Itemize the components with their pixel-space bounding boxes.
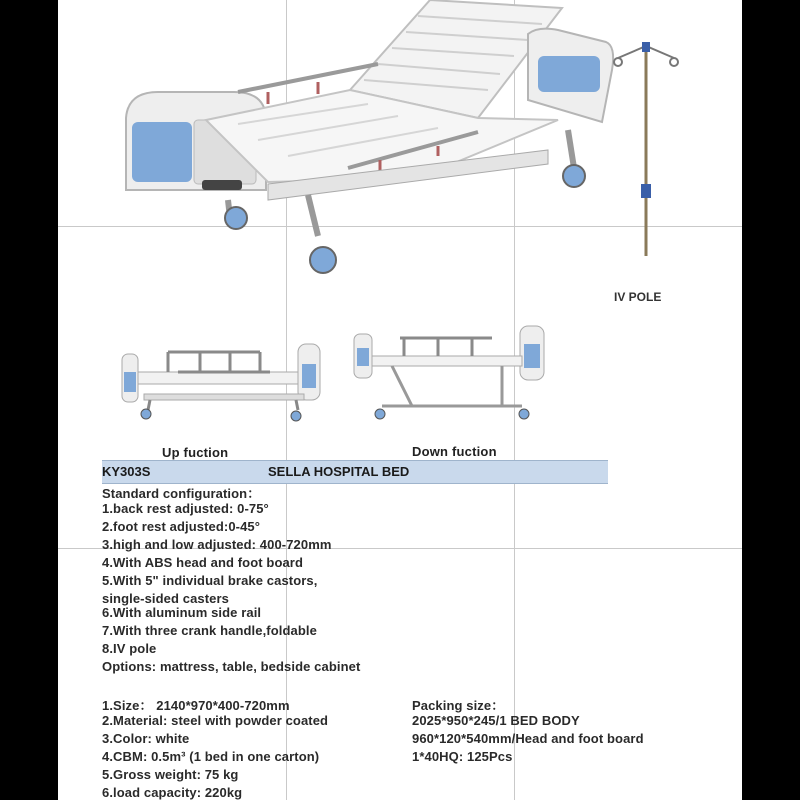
- packing-line: 2025*950*245/1 BED BODY: [412, 713, 580, 728]
- spec-item: 3.Color: white: [102, 731, 190, 746]
- config-item: 8.IV pole: [102, 641, 157, 656]
- config-item: 7.With three crank handle,foldable: [102, 623, 317, 638]
- packing-line: 1*40HQ: 125Pcs: [412, 749, 513, 764]
- packing-line: 960*120*540mm/Head and foot board: [412, 731, 644, 746]
- spec-item: 5.Gross weight: 75 kg: [102, 767, 239, 782]
- product-sheet: [58, 0, 742, 800]
- options-line: Options: mattress, table, bedside cabinet: [102, 659, 361, 674]
- hospital-bed-image: [118, 0, 548, 290]
- iv-pole-image: [610, 36, 680, 266]
- config-item: single-sided casters: [102, 591, 229, 606]
- spec-item: 1.Size： 2140*970*400-720mm: [102, 698, 290, 713]
- bed-up-function-image: [120, 342, 330, 432]
- config-item: 2.foot rest adjusted:0-45°: [102, 519, 261, 534]
- config-heading: Standard configuration：: [102, 486, 261, 501]
- iv-pole-label: IV POLE: [614, 290, 662, 304]
- config-item: 6.With aluminum side rail: [102, 605, 262, 620]
- spec-item: 4.CBM: 0.5m³ (1 bed in one carton): [102, 749, 320, 764]
- spec-item: 2.Material: steel with powder coated: [102, 713, 329, 728]
- up-function-caption: Up fuction: [162, 445, 229, 460]
- spec-item: 6.load capacity: 220kg: [102, 785, 243, 800]
- config-item: 3.high and low adjusted: 400-720mm: [102, 537, 332, 552]
- title-banner: [102, 460, 608, 484]
- product-title: SELLA HOSPITAL BED: [268, 464, 410, 479]
- config-item: 1.back rest adjusted: 0-75°: [102, 501, 269, 516]
- packing-heading: Packing size：: [412, 698, 505, 713]
- config-item: 5.With 5" individual brake castors,: [102, 573, 318, 588]
- down-function-caption: Down fuction: [412, 444, 497, 459]
- config-item: 4.With ABS head and foot board: [102, 555, 304, 570]
- bed-down-function-image: [352, 326, 552, 426]
- model-number: KY303S: [102, 464, 151, 479]
